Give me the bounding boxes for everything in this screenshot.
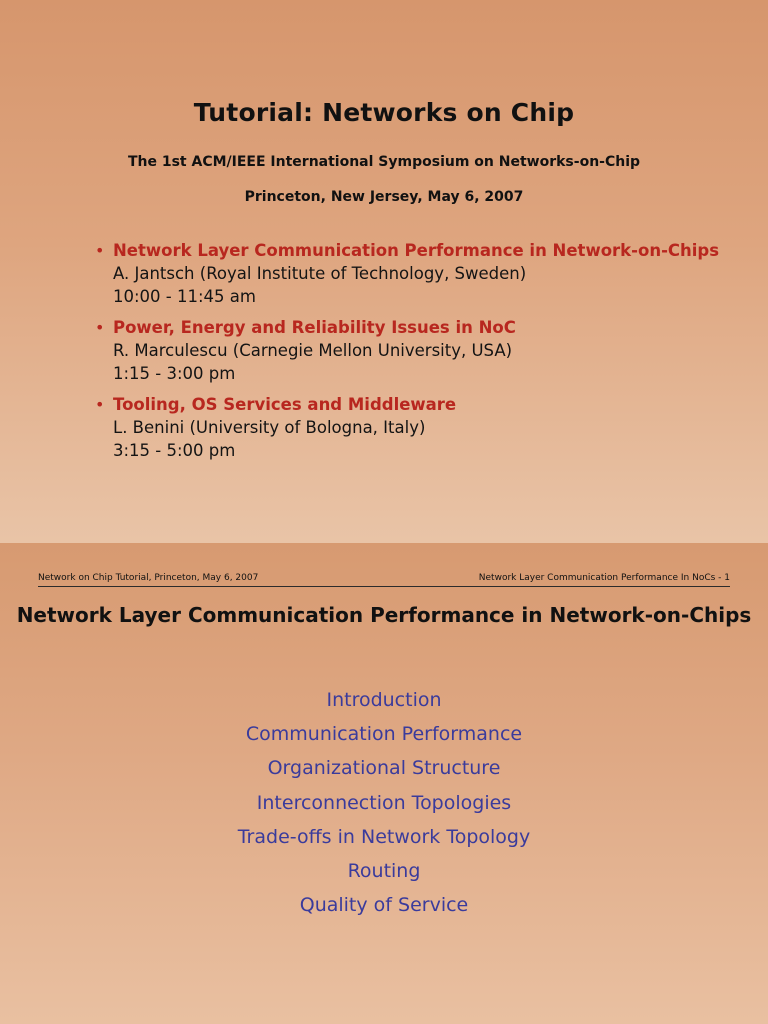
talk-title: Power, Energy and Reliability Issues in NoC <box>113 318 516 337</box>
toc-item-organizational-structure[interactable]: Organizational Structure <box>267 757 501 780</box>
talk-item <box>95 316 719 385</box>
location-date: Princeton, New Jersey, May 6, 2007 <box>244 189 524 205</box>
header-right-text: Network Layer Communication Performance In NoCs - 1 <box>478 573 730 583</box>
slide-outline-page <box>0 543 768 1024</box>
talk-title: Tooling, OS Services and Middleware <box>113 395 457 414</box>
talk-item <box>95 239 719 308</box>
talk-time: 3:15 - 5:00 pm <box>113 441 236 460</box>
talk-time: 1:15 - 3:00 pm <box>113 364 236 383</box>
talk-item <box>95 393 719 462</box>
talk-time: 10:00 - 11:45 am <box>113 287 256 306</box>
talk-speaker: A. Jantsch (Royal Institute of Technology, Sweden) <box>113 264 527 283</box>
symposium-name: The 1st ACM/IEEE International Symposium on Networks-on-Chip <box>127 154 641 170</box>
bullet-icon: • <box>95 241 105 260</box>
tutorial-title: Tutorial: Networks on Chip <box>193 98 575 127</box>
toc-item-routing[interactable]: Routing <box>347 860 421 883</box>
talk-speaker: R. Marculescu (Carnegie Mellon University, USA) <box>113 341 513 360</box>
table-of-contents <box>0 683 768 922</box>
toc-item-quality-of-service[interactable]: Quality of Service <box>299 894 469 917</box>
slide-header <box>38 571 730 587</box>
toc-item-introduction[interactable]: Introduction <box>326 689 442 711</box>
talk-speaker: L. Benini (University of Bologna, Italy) <box>113 418 426 437</box>
talk-list <box>95 239 719 470</box>
toc-item-communication-performance[interactable]: Communication Performance <box>245 723 523 746</box>
talk-title: Network Layer Communication Performance in Network-on-Chips <box>113 241 720 260</box>
toc-item-interconnection-topologies[interactable]: Interconnection Topologies <box>256 791 512 814</box>
bullet-icon: • <box>95 318 105 337</box>
header-left-text: Network on Chip Tutorial, Princeton, May 6, 2007 <box>38 573 259 583</box>
section-title: Network Layer Communication Performance in Network-on-Chips <box>16 603 752 627</box>
bullet-icon: • <box>95 395 105 414</box>
toc-item-trade-offs[interactable]: Trade-offs in Network Topology <box>237 825 531 848</box>
